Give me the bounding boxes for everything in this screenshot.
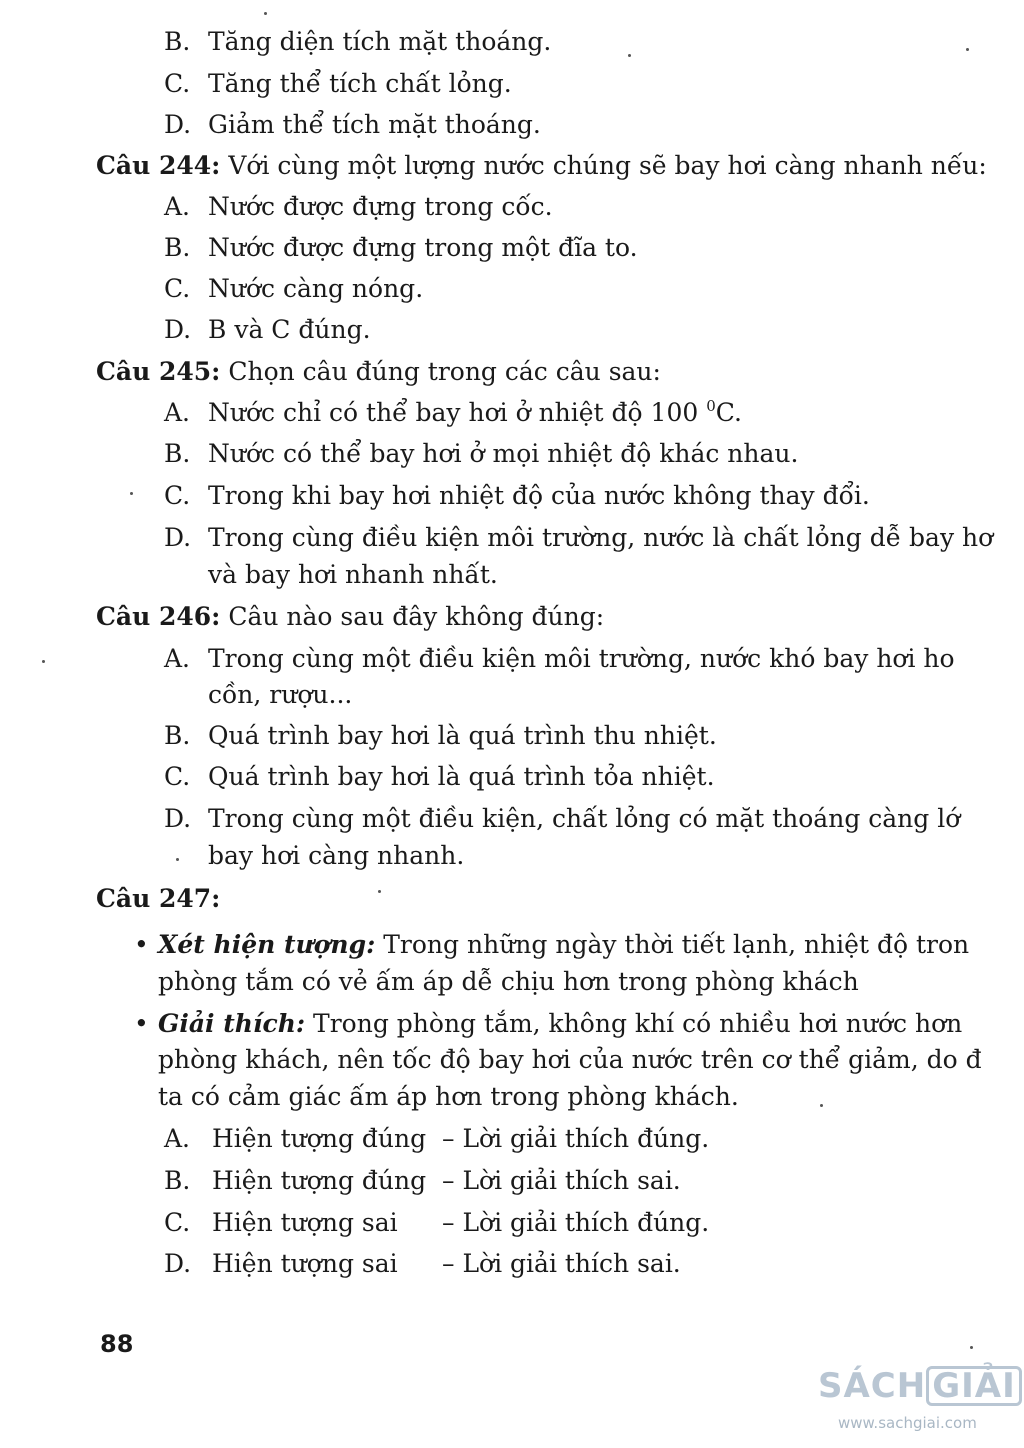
page-number: 88 [100, 1330, 134, 1358]
explanation-statement-continued-2: ta có cảm giác ấm áp hơn trong phòng khách. [158, 1082, 739, 1111]
q246-option-d-continued: bay hơi càng nhanh. [208, 841, 465, 870]
explanation-statement-continued: phòng khách, nên tốc độ bay hơi của nước trên cơ thể giảm, do đ [158, 1045, 982, 1074]
scan-speck [628, 54, 631, 57]
q247-option-c: C. Hiện tượng sai – Lời giải thích đúng. [164, 1208, 710, 1237]
q246-option-c: C. Quá trình bay hơi là quá trình tỏa nhiệt. [164, 762, 715, 791]
q247-option-d: D. Hiện tượng sai – Lời giải thích sai. [164, 1249, 681, 1278]
q246-option-a: A. Trong cùng một điều kiện môi trường, nước khó bay hơi ho [164, 644, 955, 673]
scan-speck [130, 492, 133, 495]
watermark-logo: SÁCH GIẢI [818, 1366, 1024, 1406]
bullet-icon: • [134, 1009, 149, 1038]
watermark-url: www.sachgiai.com [838, 1414, 977, 1432]
scan-speck [966, 48, 969, 51]
question-246: Câu 246: Câu nào sau đây không đúng: [96, 602, 605, 631]
q244-option-c: C. Nước càng nóng. [164, 274, 424, 303]
scan-speck [970, 1346, 973, 1349]
q247-option-b: B. Hiện tượng đúng – Lời giải thích sai. [164, 1166, 681, 1195]
scan-speck [264, 12, 267, 15]
prev-option-c: C. Tăng thể tích chất lỏng. [164, 69, 512, 98]
q245-option-b: B. Nước có thể bay hơi ở mọi nhiệt độ khác nhau. [164, 439, 799, 468]
scan-speck [42, 660, 45, 663]
question-label: Câu 246: [96, 602, 221, 631]
q245-option-c: C. Trong khi bay hơi nhiệt độ của nước không thay đổi. [164, 481, 870, 510]
q246-option-b: B. Quá trình bay hơi là quá trình thu nhiệt. [164, 721, 717, 750]
q246-option-d: D. Trong cùng một điều kiện, chất lỏng có mặt thoáng càng lớ [164, 804, 961, 833]
q246-option-a-continued: cồn, rượu... [208, 680, 353, 709]
scan-speck [378, 890, 381, 893]
question-244: Câu 244: Với cùng một lượng nước chúng sẽ bay hơi càng nhanh nếu: [96, 151, 987, 180]
question-245: Câu 245: Chọn câu đúng trong các câu sau: [96, 357, 661, 386]
q244-option-b: B. Nước được đựng trong một đĩa to. [164, 233, 638, 262]
phenomenon-statement: • Xét hiện tượng: Trong những ngày thời tiết lạnh, nhiệt độ tron [134, 930, 970, 959]
q247-option-a: A. Hiện tượng đúng – Lời giải thích đúng. [164, 1124, 710, 1153]
question-label: Câu 244: [96, 151, 221, 180]
q245-option-d: D. Trong cùng điều kiện môi trường, nước là chất lỏng dễ bay hơ [164, 523, 994, 552]
scan-speck [176, 858, 179, 861]
phenomenon-statement-continued: phòng tắm có vẻ ấm áp dễ chịu hơn trong phòng khách [158, 967, 859, 996]
bullet-icon: • [134, 930, 149, 959]
scan-speck [820, 1104, 823, 1107]
question-label: Câu 245: [96, 357, 221, 386]
prev-option-b: B. Tăng diện tích mặt thoáng. [164, 27, 552, 56]
q245-option-d-continued: và bay hơi nhanh nhất. [208, 560, 498, 589]
q244-option-d: D. B và C đúng. [164, 315, 371, 344]
q244-option-a: A. Nước được đựng trong cốc. [164, 192, 553, 221]
q245-option-a: A. Nước chỉ có thể bay hơi ở nhiệt độ 100 $^0$C. [164, 397, 742, 427]
question-247 [96, 883, 220, 915]
question-label: Câu 247: [96, 884, 221, 913]
prev-option-d: D. Giảm thể tích mặt thoáng. [164, 110, 541, 139]
explanation-statement: • Giải thích: Trong phòng tắm, không khí có nhiều hơi nước hơn [134, 1009, 963, 1038]
